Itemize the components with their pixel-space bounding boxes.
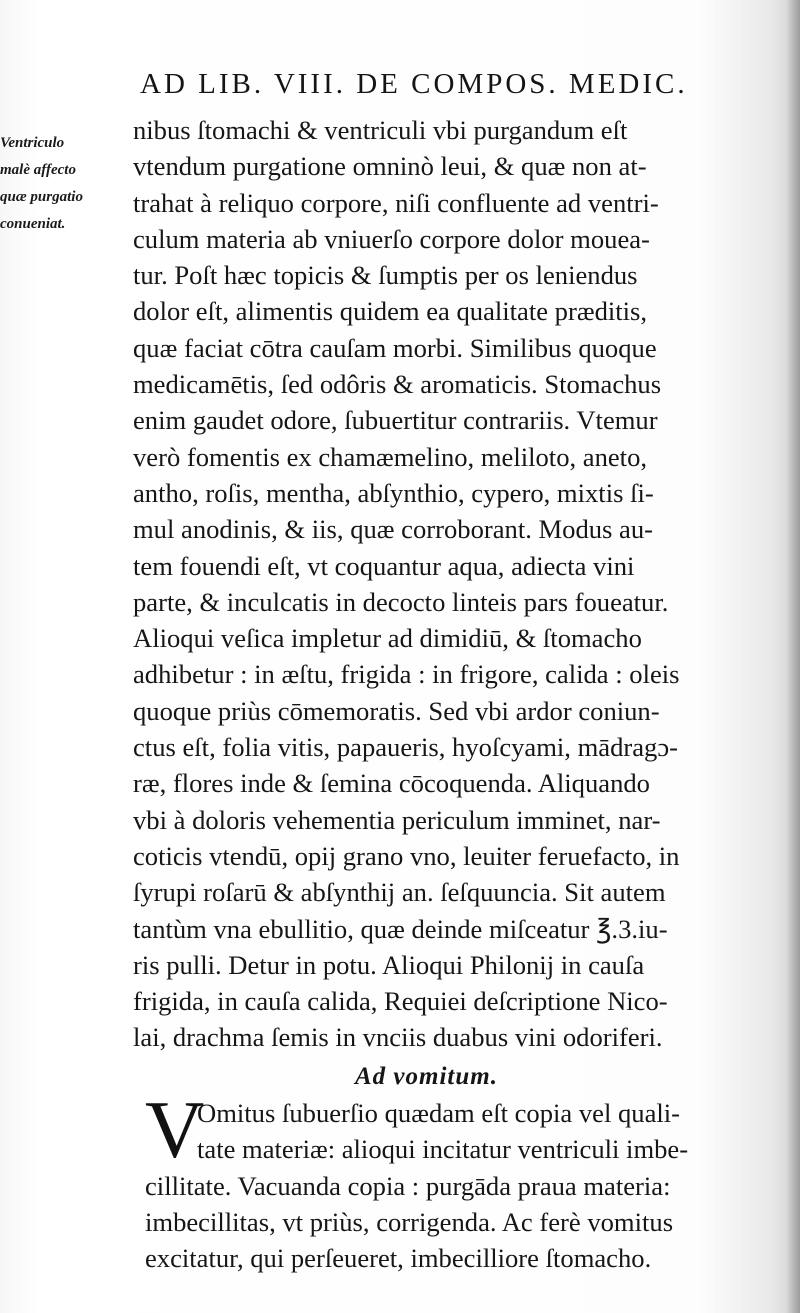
text-line: tate materiæ: alioqui incitatur ventriculi imbe- bbox=[197, 1134, 689, 1165]
text-line: culum materia ab vniuerſo corpore dolor mouea- bbox=[133, 223, 650, 254]
text-line: verò fomentis ex chamæmelino, meliloto, aneto, bbox=[133, 441, 648, 472]
text-line: ris pulli. Detur in potu. Alioqui Philonij in cauſa bbox=[133, 949, 645, 980]
text-line: lai, drachma ſemis in vnciis duabus vini odoriferi. bbox=[133, 1022, 663, 1053]
margin-note-line: conueniat. bbox=[0, 216, 66, 232]
margin-note-line: malè affecto bbox=[0, 162, 76, 178]
margin-note bbox=[0, 130, 130, 238]
text-line: quoque priùs cōmemoratis. Sed vbi ardor coniun- bbox=[133, 695, 660, 726]
margin-note-line: Ventriculo bbox=[0, 135, 65, 151]
text-line: Alioqui veſica impletur ad dimidiū, & ſtomacho bbox=[133, 623, 642, 654]
text-line: tantùm vna ebullitio, quæ deinde miſceatur ℥.3.iu- bbox=[133, 913, 668, 944]
text-line: excitatur, qui perſeueret, imbecilliore ſtomacho. bbox=[145, 1243, 652, 1274]
page-gutter-shadow bbox=[786, 0, 800, 1313]
text-line: parte, & inculcatis in decocto linteis pars foueatur. bbox=[133, 586, 669, 617]
text-line: ctus eſt, folia vitis, papaueris, hyoſcyami, mādragɔ- bbox=[133, 732, 679, 763]
margin-note-line: quæ purgatio bbox=[0, 189, 83, 205]
text-line: trahat à reliquo corpore, niſi confluente ad ventri- bbox=[133, 187, 659, 218]
text-line: cillitate. Vacuanda copia : purgāda praua materia: bbox=[145, 1170, 671, 1201]
text-line: frigida, in cauſa calida, Requiei deſcriptione Nico- bbox=[133, 986, 668, 1017]
text-line: coticis vtendū, opij grano vno, leuiter feruefacto, in bbox=[133, 840, 680, 871]
text-line: imbecillitas, vt priùs, corrigenda. Ac ferè vomitus bbox=[145, 1206, 674, 1237]
text-line: adhibetur : in æſtu, frigida : in frigore, calida : oleis bbox=[133, 659, 680, 690]
text-line: mul anodinis, & iis, quæ corroborant. Modus au- bbox=[133, 514, 654, 545]
text-line: nibus ſtomachi & ventriculi vbi purgandum eſt bbox=[133, 115, 628, 145]
section-heading: Ad vomitum. bbox=[355, 1063, 498, 1090]
text-line: tem fouendi eſt, vt coquantur aqua, adiecta vini bbox=[133, 550, 635, 581]
text-line: dolor eſt, alimentis quidem ea qualitate præditis, bbox=[133, 296, 648, 327]
text-line: quæ faciat cōtra cauſam morbi. Similibus quoque bbox=[133, 332, 657, 363]
text-line: Omitus ſubuerſio quædam eſt copia vel quali- bbox=[197, 1098, 681, 1128]
text-line: ſyrupi roſarū & abſynthij an. ſeſquuncia. Sit autem bbox=[133, 877, 666, 908]
text-line: vbi à doloris vehementia periculum imminet, nar- bbox=[133, 804, 661, 835]
running-head: AD LIB. VIII. DE COMPOS. MEDIC. bbox=[140, 68, 688, 100]
section-text-block bbox=[145, 1084, 773, 1276]
main-text-block bbox=[133, 112, 773, 1056]
text-line: tur. Poſt hæc topicis & ſumptis per os leniendus bbox=[133, 260, 638, 291]
text-line: antho, roſis, mentha, abſynthio, cypero, mixtis ſi- bbox=[133, 477, 654, 508]
text-line: vtendum purgatione omninò leui, & quæ non at- bbox=[133, 151, 647, 182]
text-line: ræ, flores inde & ſemina cōcoquenda. Aliquando bbox=[133, 768, 650, 799]
drop-cap: V bbox=[145, 1084, 205, 1175]
text-line: enim gaudet odore, ſubuertitur contrariis. Vtemur bbox=[133, 405, 658, 436]
text-line: medicamētis, ſed odôris & aromaticis. Stomachus bbox=[133, 369, 662, 400]
